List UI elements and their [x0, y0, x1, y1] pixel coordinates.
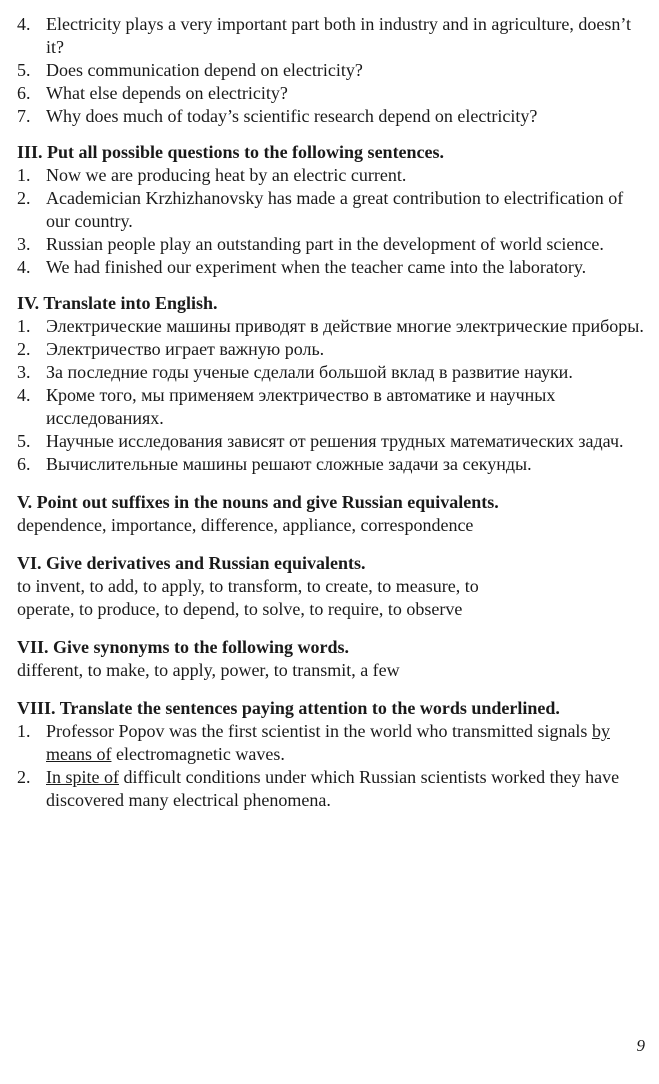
- list-item: 4. We had finished our experiment when the teacher came into the laboratory.: [17, 257, 587, 277]
- section-viii: [17, 697, 649, 812]
- list-item: 2. Academician Krzhizhanovsky has made a great contribution to electrification of our country.: [17, 188, 624, 231]
- page-number: 9: [636, 1036, 645, 1055]
- underlined-phrase: In spite of: [46, 767, 119, 787]
- section-vii: [17, 636, 649, 682]
- section-heading: III. Put all possible questions to the following sentences.: [17, 142, 445, 162]
- list-item: 5. Научные исследования зависят от решения трудных математических задач.: [17, 431, 624, 451]
- section-heading: IV. Translate into English.: [17, 293, 218, 313]
- section-iii: [17, 141, 649, 279]
- list-item: 5. Does communication depend on electricity?: [17, 60, 363, 80]
- word-list-line: operate, to produce, to depend, to solve, to require, to observe: [17, 599, 463, 619]
- section-heading: VI. Give derivatives and Russian equivalents.: [17, 553, 366, 573]
- section-heading: V. Point out suffixes in the nouns and give Russian equivalents.: [17, 492, 499, 512]
- list-item: 7. Why does much of today’s scientific research depend on electricity?: [17, 106, 538, 126]
- section-v: [17, 491, 649, 537]
- list-item: 2. In spite of difficult conditions under which Russian scientists worked they have discovered many electrical phenomena.: [17, 767, 620, 810]
- section-heading: VIII. Translate the sentences paying attention to the words underlined.: [17, 698, 560, 718]
- list-item: 4. Electricity plays a very important part both in industry and in agriculture, doesn’t it?: [17, 14, 632, 57]
- section-ii-questions: [17, 13, 649, 128]
- list-item: 3. За последние годы ученые сделали большой вклад в развитие науки.: [17, 362, 573, 382]
- word-list: dependence, importance, difference, appliance, correspondence: [17, 515, 474, 535]
- list-item: 4. Кроме того, мы применяем электричество в автоматике и научных исследованиях.: [17, 385, 556, 428]
- section-vi: [17, 552, 649, 621]
- section-iv: [17, 292, 649, 476]
- word-list-line: to invent, to add, to apply, to transform, to create, to measure, to: [17, 576, 479, 596]
- word-list: different, to make, to apply, power, to transmit, a few: [17, 660, 400, 680]
- list-item: 6. Вычислительные машины решают сложные задачи за секунды.: [17, 454, 532, 474]
- textbook-page: [17, 13, 649, 812]
- underlined-phrase: by means of: [46, 721, 610, 764]
- list-item: 1. Электрические машины приводят в действие многие электрические приборы.: [17, 316, 644, 336]
- list-item: 1. Now we are producing heat by an electric current.: [17, 165, 407, 185]
- section-heading: VII. Give synonyms to the following words.: [17, 637, 350, 657]
- list-item: 3. Russian people play an outstanding part in the development of world science.: [17, 234, 604, 254]
- list-item: 2. Электричество играет важную роль.: [17, 339, 325, 359]
- list-item: 1. Professor Popov was the first scientist in the world who transmitted signals by means of electromagnetic waves.: [17, 721, 610, 764]
- list-item: 6. What else depends on electricity?: [17, 83, 288, 103]
